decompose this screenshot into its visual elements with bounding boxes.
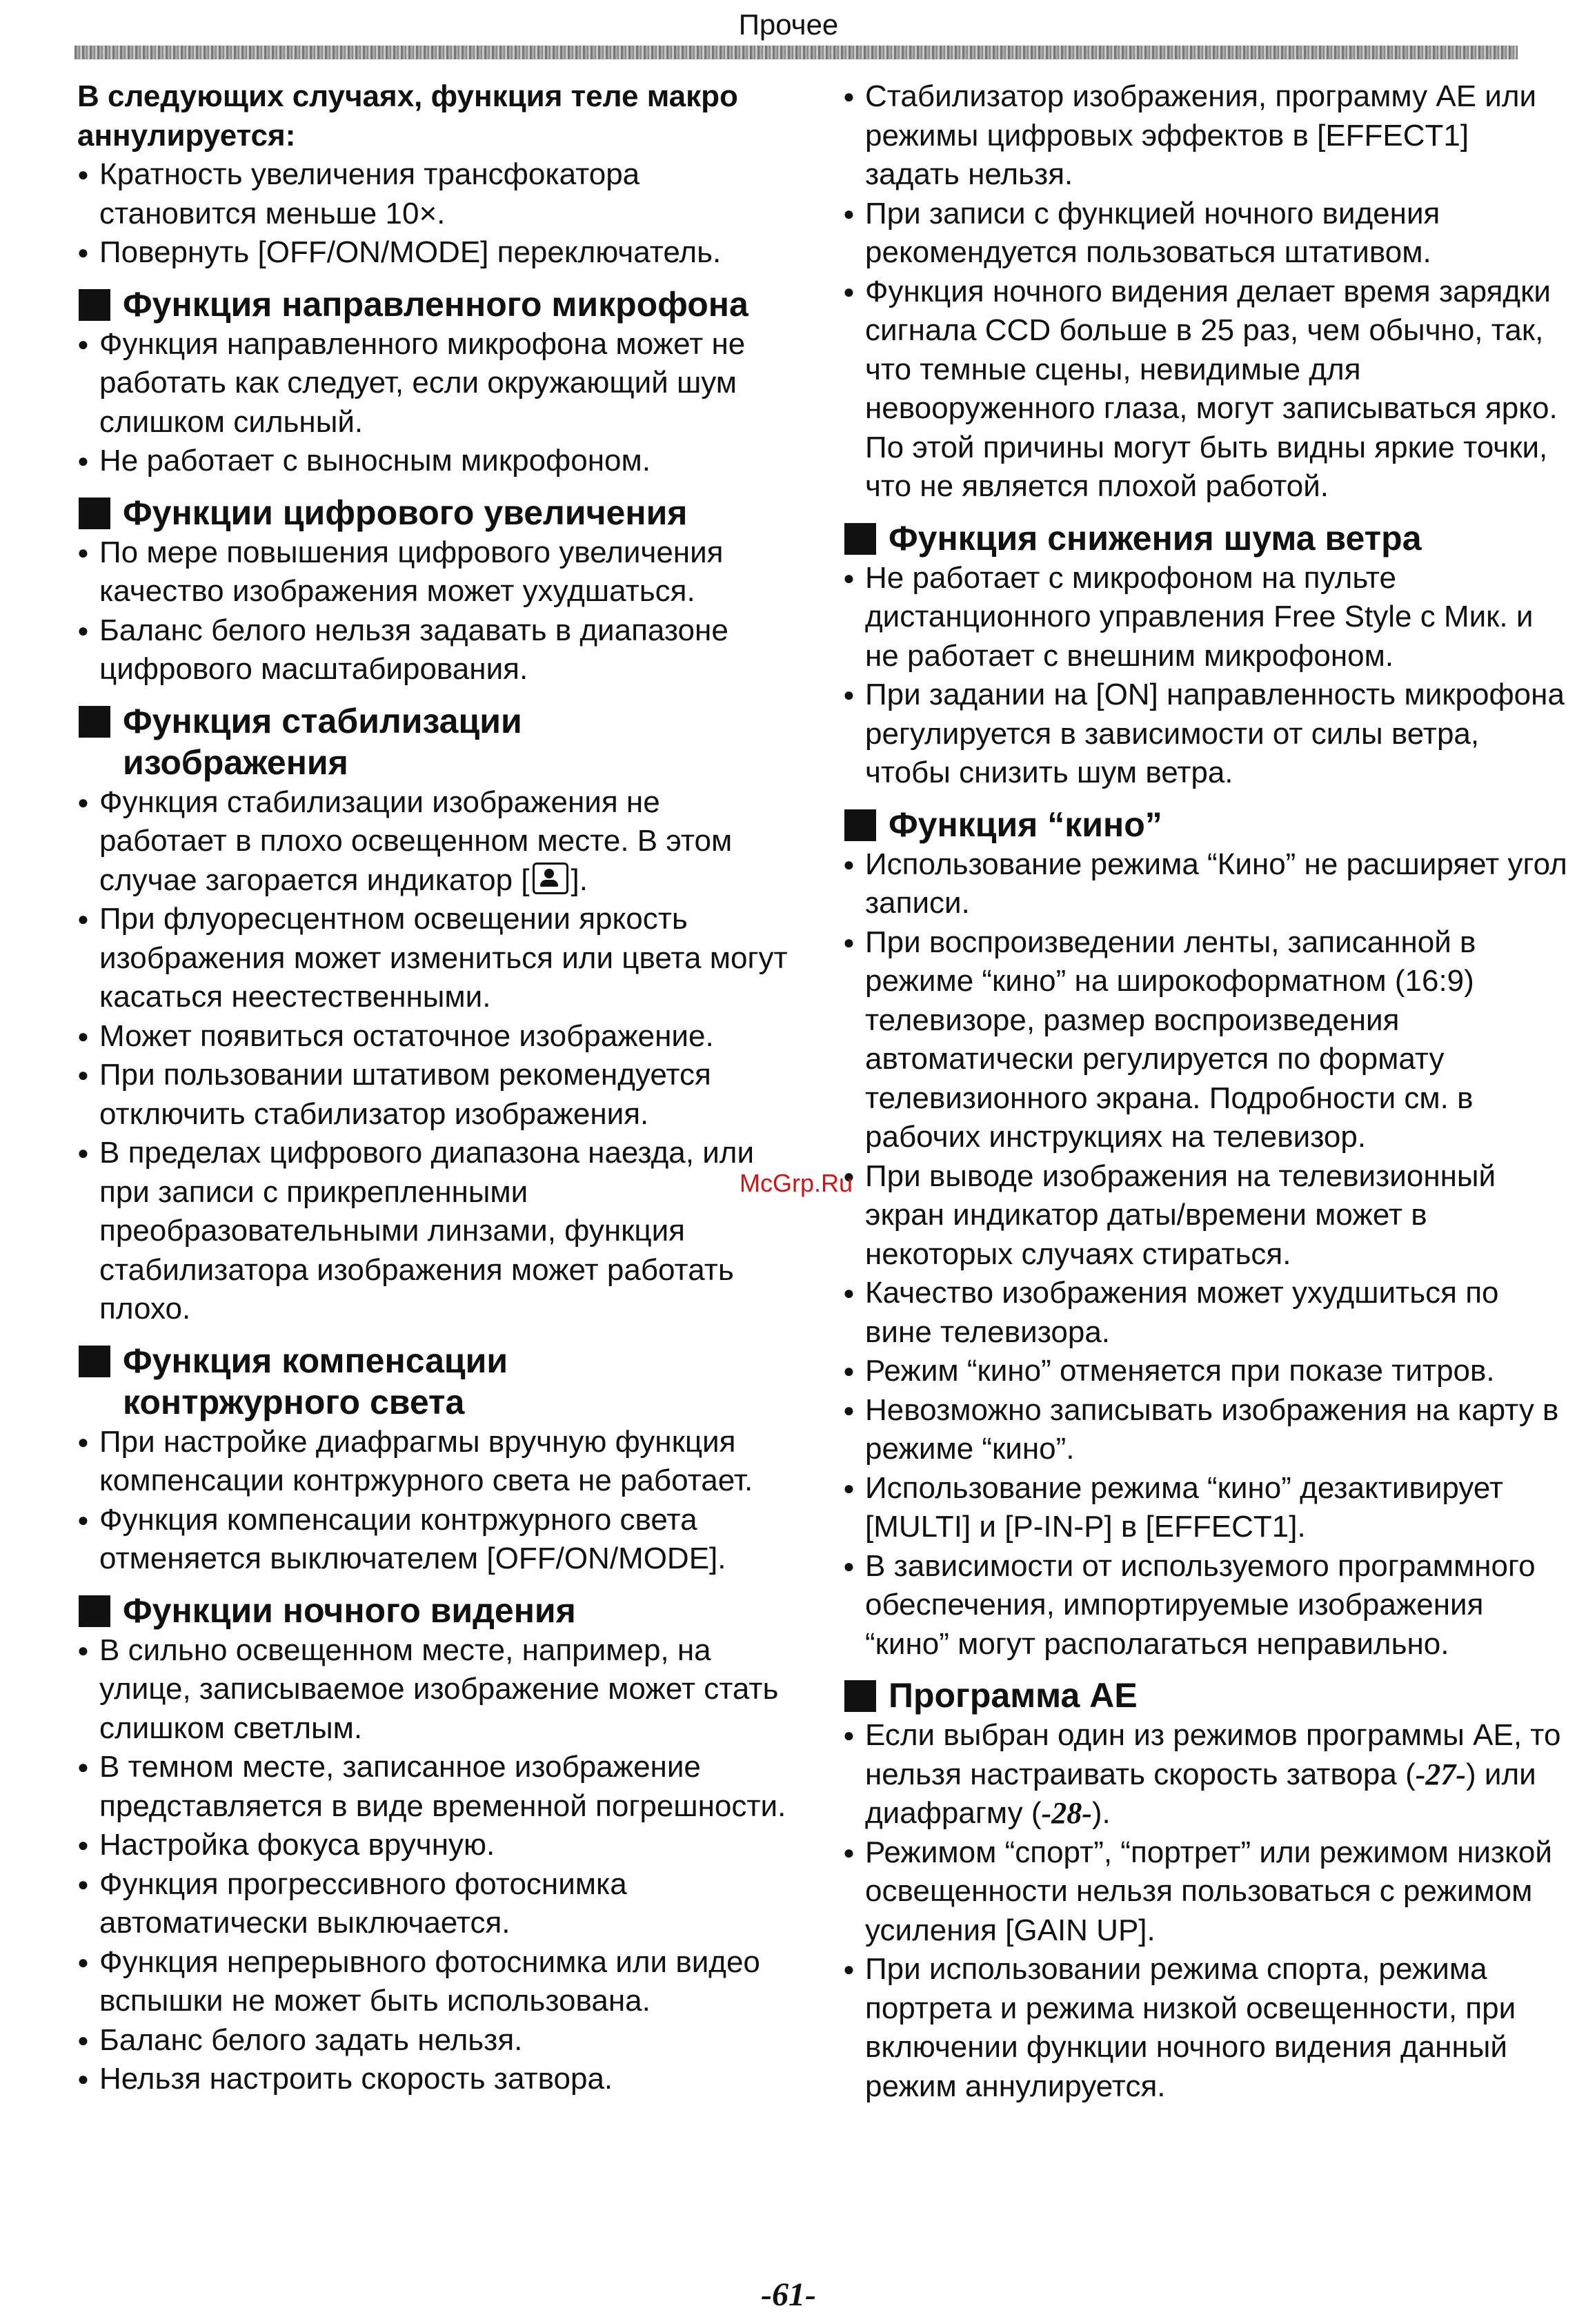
page-number: -61- [761, 2276, 816, 2313]
section-title-night [77, 1590, 788, 1631]
list-item: ● В зависимости от используемого программного обеспечения, импортируемые изображения “кино” могут располагаться неправильно. [843, 1547, 1571, 1664]
list-item: ● Не работает с микрофоном на пульте дистанционного управления Free Style с Мик. и не работает с внешним микрофоном. [843, 559, 1571, 676]
list-item-text: Если выбран один из режимов программы AE, то нельзя настраивать скорость затвора ( [865, 1718, 1561, 1791]
list-item: ● При воспроизведении ленты, записанной в режиме “кино” на широкоформатном (16:9) телевизоре, размер воспроизведения автоматически регулируется по формату телевизионного экрана. Подробности см. в рабочих инструкциях на телевизор. [843, 923, 1571, 1157]
list-item [77, 783, 788, 900]
list-item: ● Функция ночного видения делает время зарядки сигнала CCD больше в 25 раз, чем обычно, так, что темные сцены, невидимые для невооруженного глаза, могут записываться ярко. По этой причины могут быть видны яркие точки, что не является плохой работой. [843, 273, 1571, 506]
list-item-text: ) или диафрагму ( [865, 1757, 1536, 1830]
list-item: ● По мере повышения цифрового увеличения качество изображения может ухудшаться. [77, 533, 788, 611]
section-title-line2: контржурного света [123, 1382, 465, 1421]
list-item: ● Может появиться остаточное изображение. [77, 1017, 788, 1056]
section-title-zoom [77, 492, 788, 533]
list-item: ● Использование режима “кино” дезактивирует [MULTI] и [P-IN-P] в [EFFECT1]. [843, 1469, 1571, 1547]
list-item: ● При записи с функцией ночного видения рекомендуется пользоваться штативом. [843, 195, 1571, 273]
section-title-line2: изображения [123, 742, 348, 782]
list-item: ● Качество изображения может ухудшиться по вине телевизора. [843, 1274, 1571, 1352]
section-title-text: Программа AE [889, 1676, 1138, 1715]
section-title-wind [843, 518, 1571, 559]
list-item: ● Нельзя настроить скорость затвора. [77, 2060, 788, 2099]
section-marker-icon [79, 289, 110, 321]
stabilizer-indicator-icon [533, 863, 568, 894]
backlight-list [77, 1423, 788, 1579]
night-list [77, 1631, 788, 2099]
section-title-stabilizer [77, 700, 788, 783]
list-item [843, 1716, 1571, 1833]
list-item: ● В пределах цифрового диапазона наезда, или при записи с прикрепленными преобразовательными линзами, функция стабилизатора изображения может работать плохо. [77, 1134, 788, 1329]
section-title-text: Функции цифрового увеличения [123, 493, 688, 532]
list-item: ● При выводе изображения на телевизионный экран индикатор даты/времени может в некоторых случаях стираться. [843, 1157, 1571, 1274]
list-item: ● При пользовании штативом рекомендуется отключить стабилизатор изображения. [77, 1056, 788, 1134]
section-title-mic [77, 284, 788, 325]
list-item: ● Режим “кино” отменяется при показе титров. [843, 1352, 1571, 1391]
list-item: ● Функция направленного микрофона может не работать как следует, если окружающий шум слишком сильный. [77, 325, 788, 442]
section-marker-icon [79, 1595, 110, 1627]
section-title-text: Функция “кино” [889, 805, 1162, 844]
section-title-text: Функция снижения шума ветра [889, 518, 1422, 558]
left-column [77, 77, 788, 2099]
page-reference: -27- [1415, 1757, 1467, 1791]
list-item: ● В сильно освещенном месте, например, на улице, записываемое изображение может стать слишком светлым. [77, 1631, 788, 1749]
list-item: ● При использовании режима спорта, режима портрета и режима низкой освещенности, при включении функции ночного видения данный режим аннулируется. [843, 1950, 1571, 2106]
list-item: ● Стабилизатор изображения, программу AE или режимы цифровых эффектов в [EFFECT1] задать нельзя. [843, 77, 1571, 195]
list-item: ● Настройка фокуса вручную. [77, 1826, 788, 1865]
section-marker-icon [79, 706, 110, 738]
list-item: ● Режимом “спорт”, “портрет” или режимом низкой освещенности нельзя пользоваться с режимом усиления [GAIN UP]. [843, 1833, 1571, 1951]
stabilizer-list [77, 783, 788, 1329]
section-marker-icon [79, 498, 110, 529]
section-title-line1: Функция стабилизации [123, 701, 522, 740]
list-item: ● При флуоресцентном освещении яркость изображения может измениться или цвета могут касаться неестественными. [77, 900, 788, 1017]
list-item: ● Баланс белого нельзя задавать в диапазоне цифрового масштабирования. [77, 611, 788, 689]
page-header-title: Прочее [738, 8, 839, 41]
list-item: ● Невозможно записывать изображения на карту в режиме “кино”. [843, 1391, 1571, 1469]
section-title-program-ae [843, 1675, 1571, 1716]
section-title-text: Функция направленного микрофона [123, 284, 748, 324]
list-item: ● Повернуть [OFF/ON/MODE] переключатель. [77, 233, 788, 273]
zoom-list [77, 533, 788, 689]
list-item: ● При настройке диафрагмы вручную функция компенсации контржурного света не работает. [77, 1423, 788, 1501]
list-item: ● При задании на [ON] направленность микрофона регулируется в зависимости от силы ветра, чтобы снизить шум ветра. [843, 676, 1571, 793]
cinema-list [843, 845, 1571, 1664]
section-title-text: Функции ночного видения [123, 1591, 576, 1630]
header-divider-bar [75, 46, 1518, 59]
section-title-cinema [843, 804, 1571, 845]
list-item: ● Использование режима “Кино” не расширяет угол записи. [843, 845, 1571, 923]
list-item: ● В темном месте, записанное изображение представляется в виде временной погрешности. [77, 1748, 788, 1826]
list-item: ● Функция компенсации контржурного света отменяется выключателем [OFF/ON/MODE]. [77, 1501, 788, 1579]
section-marker-icon [844, 809, 876, 841]
list-item-text: Функция стабилизации изображения не работает в плохо освещенном месте. В этом случае загорается индикатор [ [99, 785, 733, 897]
right-column [843, 77, 1571, 2106]
intro-list [77, 155, 788, 273]
list-item-text-end: ]. [571, 863, 588, 897]
section-marker-icon [844, 523, 876, 555]
list-item-text: ). [1091, 1796, 1111, 1830]
mic-list [77, 325, 788, 481]
watermark-text: McGrp.Ru [740, 1169, 853, 1197]
section-marker-icon [79, 1346, 110, 1377]
list-item: ● Не работает с выносным микрофоном. [77, 442, 788, 481]
list-item: ● Баланс белого задать нельзя. [77, 2021, 788, 2060]
intro-heading: В следующих случаях, функция теле макро аннулируется: [77, 79, 738, 152]
section-marker-icon [844, 1680, 876, 1712]
section-title-backlight [77, 1340, 788, 1423]
program-ae-list [843, 1716, 1571, 2106]
section-title-line1: Функция компенсации [123, 1341, 508, 1380]
list-item: ● Функция непрерывного фотоснимка или видео вспышки не может быть использована. [77, 1943, 788, 2021]
night-continued-list [843, 77, 1571, 506]
page-reference: -28- [1041, 1796, 1092, 1830]
list-item: ● Функция прогрессивного фотоснимка автоматически выключается. [77, 1865, 788, 1943]
wind-list [843, 559, 1571, 793]
list-item: ● Кратность увеличения трансфокатора становится меньше 10×. [77, 155, 788, 233]
